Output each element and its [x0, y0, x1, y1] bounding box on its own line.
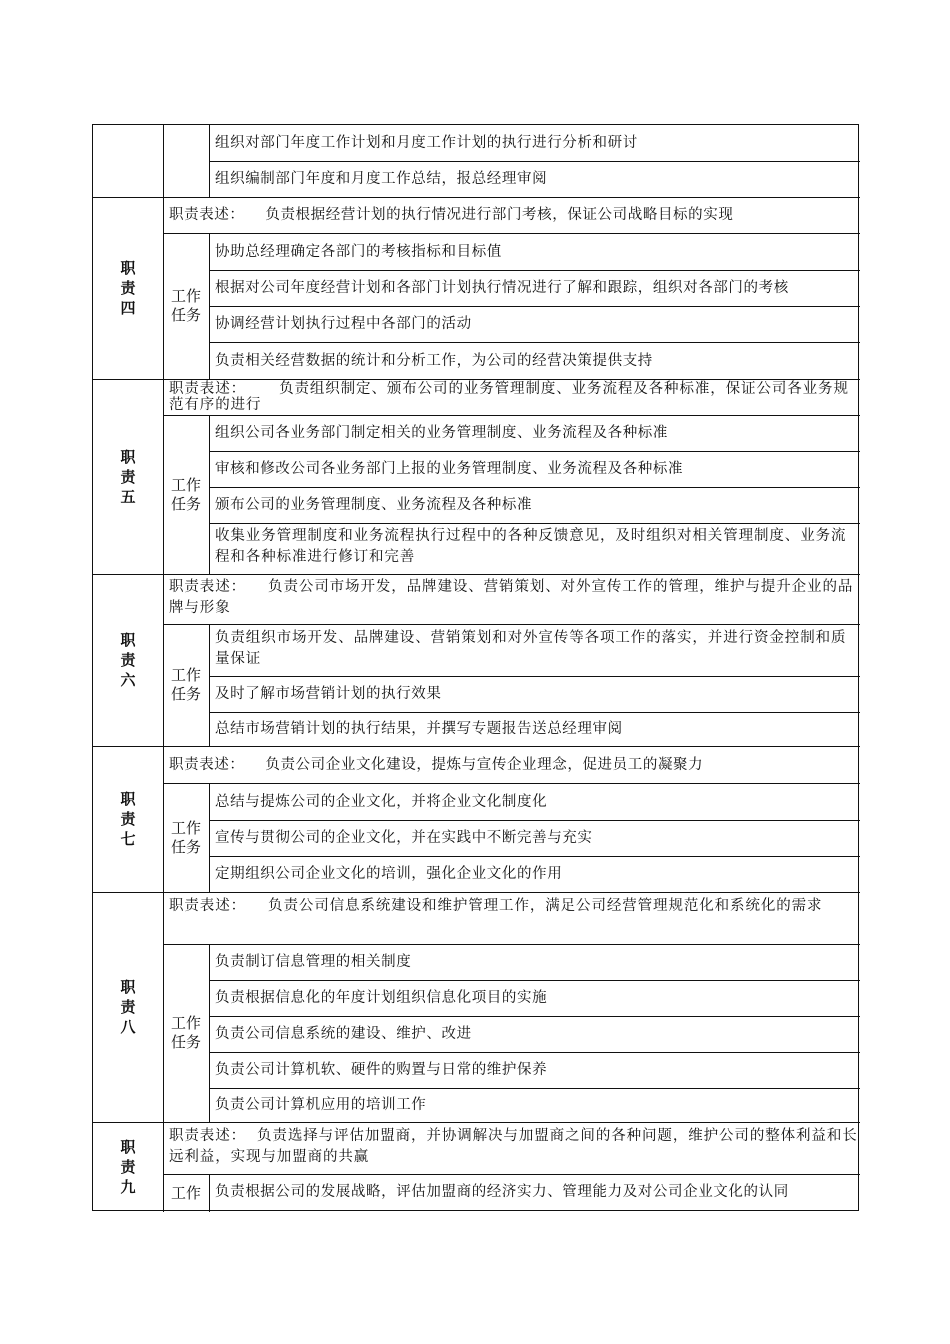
task-item: 定期组织公司企业文化的培训，强化企业文化的作用 — [215, 866, 563, 882]
task-item: 协助总经理确定各部门的考核指标和目标值 — [215, 243, 502, 260]
task-item: 组织对部门年度工作计划和月度工作计划的执行进行分析和研讨 — [215, 135, 638, 151]
duty-description: 职责表述： 负责选择与评估加盟商，并协调解决与加盟商之间的各种问题，维护公司的整体利益和长远利益，实现与加盟商的共赢 — [169, 1128, 858, 1165]
task-item: 根据对公司年度经营计划和各部门计划执行情况进行了解和跟踪，组织对各部门的考核 — [215, 280, 789, 296]
duty-title: 职责六 — [120, 631, 136, 689]
duty-description: 职责表述： 负责公司信息系统建设和维护管理工作，满足公司经营管理规范化和系统化的需求 — [169, 898, 823, 914]
duty-description: 职责表述： 负责组织制定、颁布公司的业务管理制度、业务流程及各种标准，保证公司各业务规范有序的进行 — [169, 381, 849, 413]
task-item: 组织公司各业务部门制定相关的业务管理制度、业务流程及各种标准 — [215, 425, 668, 441]
work-tasks-label: 工作任务 — [170, 1014, 201, 1051]
task-item: 审核和修改公司各业务部门上报的业务管理制度、业务流程及各种标准 — [215, 461, 684, 477]
task-item: 负责公司计算机软、硬件的购置与日常的维护保养 — [215, 1062, 548, 1078]
work-tasks-label: 工作任务 — [170, 666, 201, 703]
work-tasks-label: 工作任务 — [170, 475, 201, 513]
duty-title: 职责八 — [120, 978, 136, 1036]
duty-table — [92, 124, 859, 1211]
task-item: 负责根据公司的发展战略，评估加盟商的经济实力、管理能力及对公司企业文化的认同 — [215, 1184, 789, 1200]
work-tasks-label: 工作任务 — [170, 287, 201, 324]
task-item: 负责根据信息化的年度计划组织信息化项目的实施 — [215, 990, 548, 1006]
task-item: 负责组织市场开发、品牌建设、营销策划和对外宣传等各项工作的落实，并进行资金控制和质量保证 — [215, 630, 847, 667]
task-item: 负责制订信息管理的相关制度 — [215, 954, 412, 970]
duty-description: 职责表述： 负责公司市场开发，品牌建设、营销策划、对外宣传工作的管理，维护与提升企业的品牌与形象 — [169, 579, 854, 616]
duty-title: 职责七 — [120, 790, 136, 848]
task-item: 组织编制部门年度和月度工作总结，报总经理审阅 — [215, 171, 548, 187]
task-item: 总结与提炼公司的企业文化，并将企业文化制度化 — [215, 793, 548, 810]
duty-title: 职责五 — [120, 447, 136, 506]
task-item: 协调经营计划执行过程中各部门的活动 — [215, 316, 472, 332]
task-item: 负责公司计算机应用的培训工作 — [215, 1097, 427, 1113]
task-item: 总结市场营销计划的执行结果，并撰写专题报告送总经理审阅 — [215, 721, 623, 737]
duty-title: 职责四 — [120, 259, 136, 317]
task-item: 负责公司信息系统的建设、维护、改进 — [215, 1026, 472, 1042]
task-item: 收集业务管理制度和业务流程执行过程中的各种反馈意见，及时组织对相关管理制度、业务流程和各种标准进行修订和完善 — [215, 528, 847, 565]
duty-description: 职责表述： 负责根据经营计划的执行情况进行部门考核，保证公司战略目标的实现 — [169, 207, 734, 223]
work-label: 工作 — [170, 1183, 201, 1202]
task-item: 负责相关经营数据的统计和分析工作，为公司的经营决策提供支持 — [215, 352, 653, 369]
task-item: 颁布公司的业务管理制度、业务流程及各种标准 — [215, 497, 533, 513]
duty-description: 职责表述： 负责公司企业文化建设，提炼与宣传企业理念，促进员工的凝聚力 — [169, 756, 704, 773]
work-tasks-label: 工作任务 — [170, 818, 201, 856]
task-item: 及时了解市场营销计划的执行效果 — [215, 686, 442, 702]
task-item: 宣传与贯彻公司的企业文化，并在实践中不断完善与充实 — [215, 830, 593, 846]
duty-title: 职责九 — [120, 1138, 136, 1196]
